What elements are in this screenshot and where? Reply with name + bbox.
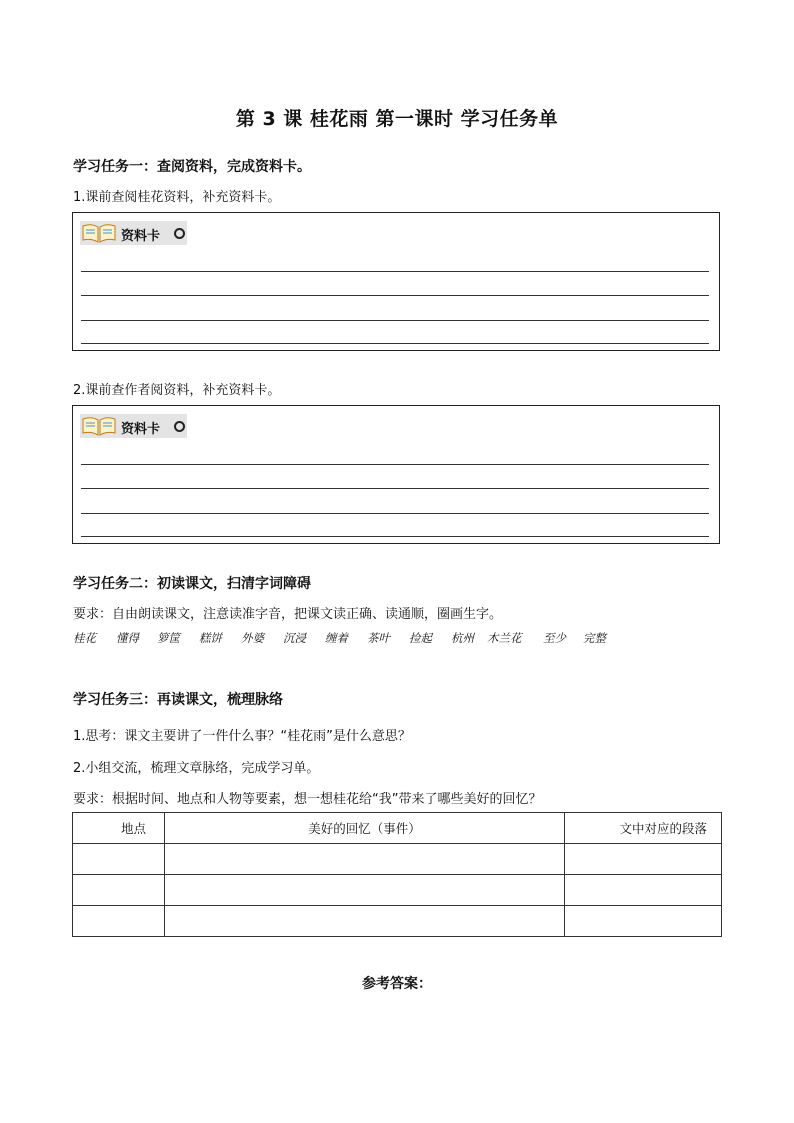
table-row: [73, 906, 722, 937]
writing-line: [81, 295, 709, 296]
task3-question2: 2.小组交流，梳理文章脉络，完成学习单。: [73, 761, 320, 776]
writing-line: [81, 343, 709, 344]
task3-heading: 学习任务三：再读课文，梳理脉络: [73, 692, 283, 708]
table-cell[interactable]: [565, 906, 722, 937]
vocab-word: 懂得: [116, 631, 139, 645]
answer-heading: 参考答案：: [362, 976, 432, 992]
vocab-word: 捡起: [409, 631, 432, 645]
task1-heading: 学习任务一：查阅资料，完成资料卡。: [73, 159, 311, 175]
task2-requirement: 要求：自由朗读课文，注意读准字音，把课文读正确、读通顺，圈画生字。: [73, 607, 503, 622]
task1-item1: 1.课前查阅桂花资料，补充资料卡。: [73, 190, 281, 205]
vocab-word: 至少: [543, 631, 566, 645]
writing-line: [81, 320, 709, 321]
column-header-location: 地点: [73, 813, 165, 844]
table-cell[interactable]: [165, 906, 565, 937]
info-card-author: [72, 405, 720, 544]
task2-heading: 学习任务二：初读课文，扫清字词障碍: [73, 576, 311, 592]
table-row: [73, 844, 722, 875]
info-card-label: 资料卡: [121, 229, 161, 244]
table-cell[interactable]: [73, 875, 165, 906]
info-card-header: [80, 221, 187, 245]
writing-line: [81, 488, 709, 489]
open-book-icon: [81, 222, 117, 244]
circle-icon: [174, 228, 185, 239]
info-card-osmanthus: [72, 212, 720, 351]
table-cell[interactable]: [165, 844, 565, 875]
vocab-word: 杭州: [451, 631, 474, 645]
vocab-word: 糕饼: [199, 631, 222, 645]
task1-item2: 2.课前查作者阅资料，补充资料卡。: [73, 383, 281, 398]
table-cell[interactable]: [565, 844, 722, 875]
writing-line: [81, 513, 709, 514]
memory-table: [72, 812, 722, 937]
table-cell[interactable]: [165, 875, 565, 906]
table-row: [73, 875, 722, 906]
table-cell[interactable]: [73, 844, 165, 875]
column-header-memory: 美好的回忆（事件）: [165, 813, 565, 844]
circle-icon: [174, 421, 185, 432]
vocab-word: 外婆: [241, 631, 264, 645]
table-header-row: [73, 813, 722, 844]
open-book-icon: [81, 415, 117, 437]
vocab-word: 木兰花: [487, 631, 522, 645]
vocab-word: 沉浸: [283, 631, 306, 645]
writing-line: [81, 536, 709, 537]
vocab-word: 桂花: [73, 631, 96, 645]
info-card-header: [80, 414, 187, 438]
writing-line: [81, 271, 709, 272]
vocab-word: 缠着: [325, 631, 348, 645]
vocab-word: 完整: [583, 631, 606, 645]
vocab-word: 箩筐: [157, 631, 180, 645]
vocab-word: 茶叶: [367, 631, 390, 645]
task3-question1: 1.思考：课文主要讲了一件什么事？“桂花雨”是什么意思？: [73, 729, 411, 744]
task3-requirement: 要求：根据时间、地点和人物等要素，想一想桂花给“我”带来了哪些美好的回忆？: [73, 792, 542, 807]
table-cell[interactable]: [565, 875, 722, 906]
column-header-paragraph: 文中对应的段落: [565, 813, 722, 844]
table-cell[interactable]: [73, 906, 165, 937]
writing-line: [81, 464, 709, 465]
page-title: 第 3 课 桂花雨 第一课时 学习任务单: [235, 108, 559, 130]
info-card-label: 资料卡: [121, 422, 161, 437]
